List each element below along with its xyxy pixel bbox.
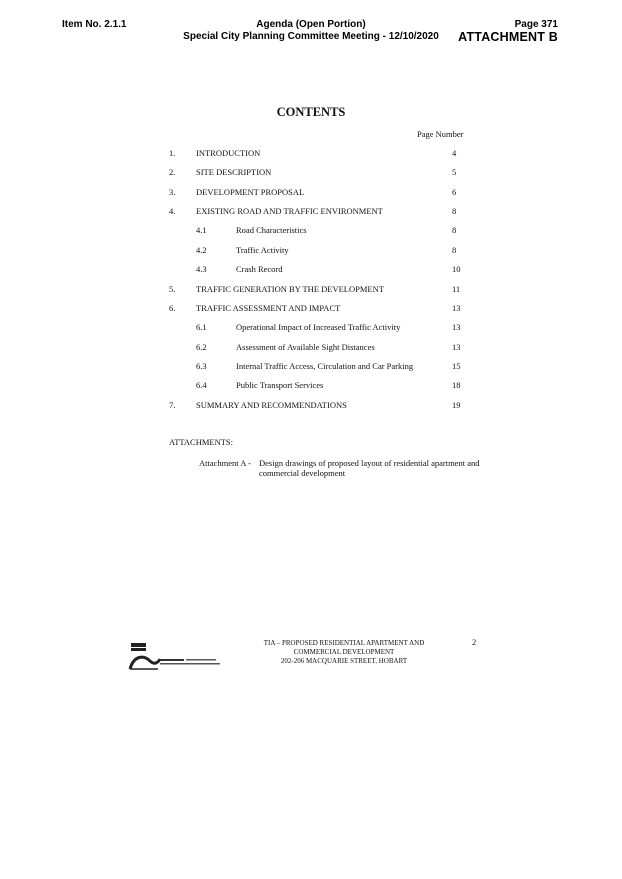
toc-entry-number: 4.1 — [196, 225, 207, 236]
toc-entry-title: Road Characteristics — [236, 225, 307, 236]
toc-entry-title: INTRODUCTION — [196, 148, 261, 158]
toc-entry-number: 3. — [169, 186, 176, 197]
meeting-title: Special City Planning Committee Meeting - 12/10/2020 — [183, 31, 439, 42]
toc-entry-title: Internal Traffic Access, Circulation and Car Parking — [236, 360, 414, 371]
toc-entry — [0, 303, 622, 315]
toc-entry — [0, 245, 622, 257]
toc-entry-title: Operational Impact of Increased Traffic Activity — [236, 322, 401, 333]
item-number: Item No. 2.1.1 — [62, 19, 127, 30]
toc-entry — [0, 187, 622, 199]
footer-line-3: 202-206 MACQUARIE STREET, HOBART — [280, 657, 408, 665]
toc-entry-number: 2. — [169, 167, 176, 178]
toc-entry — [0, 284, 622, 296]
toc-entry-number: 7. — [169, 399, 176, 410]
attachment-label: ATTACHMENT B — [458, 30, 558, 44]
attachment-description-a: Design drawings of proposed layout of residential apartment and commercial development — [259, 458, 480, 478]
toc-entry — [0, 361, 622, 373]
toc-entry-title: TRAFFIC ASSESSMENT AND IMPACT — [196, 302, 341, 313]
toc-entry-title: Traffic Activity — [236, 244, 289, 255]
company-logo-icon — [128, 643, 228, 673]
toc-entry-number: 6.4 — [196, 380, 207, 391]
toc-entry-page: 11 — [452, 283, 461, 294]
toc-entry-number: 4.2 — [196, 244, 207, 255]
toc-entry-title: Assessment of Available Sight Distances — [236, 341, 375, 352]
page-number-heading: Page Number — [417, 129, 464, 139]
toc-entry — [0, 322, 622, 334]
toc-entry-page: 5 — [452, 167, 457, 178]
toc-entry — [0, 225, 622, 237]
toc-entry-page: 8 — [452, 244, 457, 255]
toc-entry-page: 13 — [452, 341, 461, 352]
toc-entry-page: 13 — [452, 302, 461, 313]
toc-entry-number: 1. — [169, 148, 176, 158]
toc-entry-page: 18 — [452, 380, 461, 391]
toc-entry-title: Public Transport Services — [236, 380, 324, 391]
toc-entry-page: 15 — [452, 360, 461, 371]
toc-entry — [0, 380, 622, 392]
toc-entry-page: 19 — [452, 399, 461, 410]
toc-entry-number: 6. — [169, 302, 176, 313]
toc-entry — [0, 264, 622, 276]
toc-entry-page: 6 — [452, 186, 457, 197]
page-header — [458, 19, 558, 43]
footer-text — [244, 639, 444, 666]
toc-entry-number: 6.3 — [196, 360, 207, 371]
toc-entry-title: DEVELOPMENT PROPOSAL — [196, 186, 305, 197]
toc-entry-title: SITE DESCRIPTION — [196, 167, 272, 178]
toc-entry-number: 6.2 — [196, 341, 207, 352]
contents-title: CONTENTS — [276, 105, 346, 119]
footer-line-1: TIA – PROPOSED RESIDENTIAL APARTMENT AND — [263, 639, 425, 647]
agenda-page-number: Page 371 — [514, 19, 558, 30]
toc-entry-page: 13 — [452, 322, 461, 333]
toc-entry-title: SUMMARY AND RECOMMENDATIONS — [196, 399, 347, 410]
toc-entry — [0, 148, 622, 160]
attachments-heading: ATTACHMENTS: — [169, 437, 234, 447]
company-logo — [128, 643, 228, 673]
toc-entry-page: 8 — [452, 206, 457, 217]
agenda-title: Agenda (Open Portion) — [256, 19, 366, 30]
toc-entry-number: 4.3 — [196, 264, 207, 275]
toc-entry-number: 5. — [169, 283, 176, 294]
toc-entry-page: 8 — [452, 225, 457, 236]
toc-entry-page: 4 — [452, 148, 457, 158]
toc-entry — [0, 206, 622, 218]
footer-line-2: COMMERCIAL DEVELOPMENT — [293, 648, 395, 656]
toc-entry — [0, 400, 622, 412]
toc-entry-title: Crash Record — [236, 264, 283, 275]
toc-entry-title: EXISTING ROAD AND TRAFFIC ENVIRONMENT — [196, 206, 383, 217]
toc-entry-number: 6.1 — [196, 322, 207, 333]
attachment-label-a: Attachment A - — [199, 458, 251, 468]
document-page-number: 2 — [472, 637, 477, 647]
toc-entry — [0, 342, 622, 354]
toc-entry-title: TRAFFIC GENERATION BY THE DEVELOPMENT — [196, 283, 384, 294]
toc-entry-number: 4. — [169, 206, 176, 217]
toc-entry-page: 10 — [452, 264, 461, 275]
toc-entry — [0, 167, 622, 179]
